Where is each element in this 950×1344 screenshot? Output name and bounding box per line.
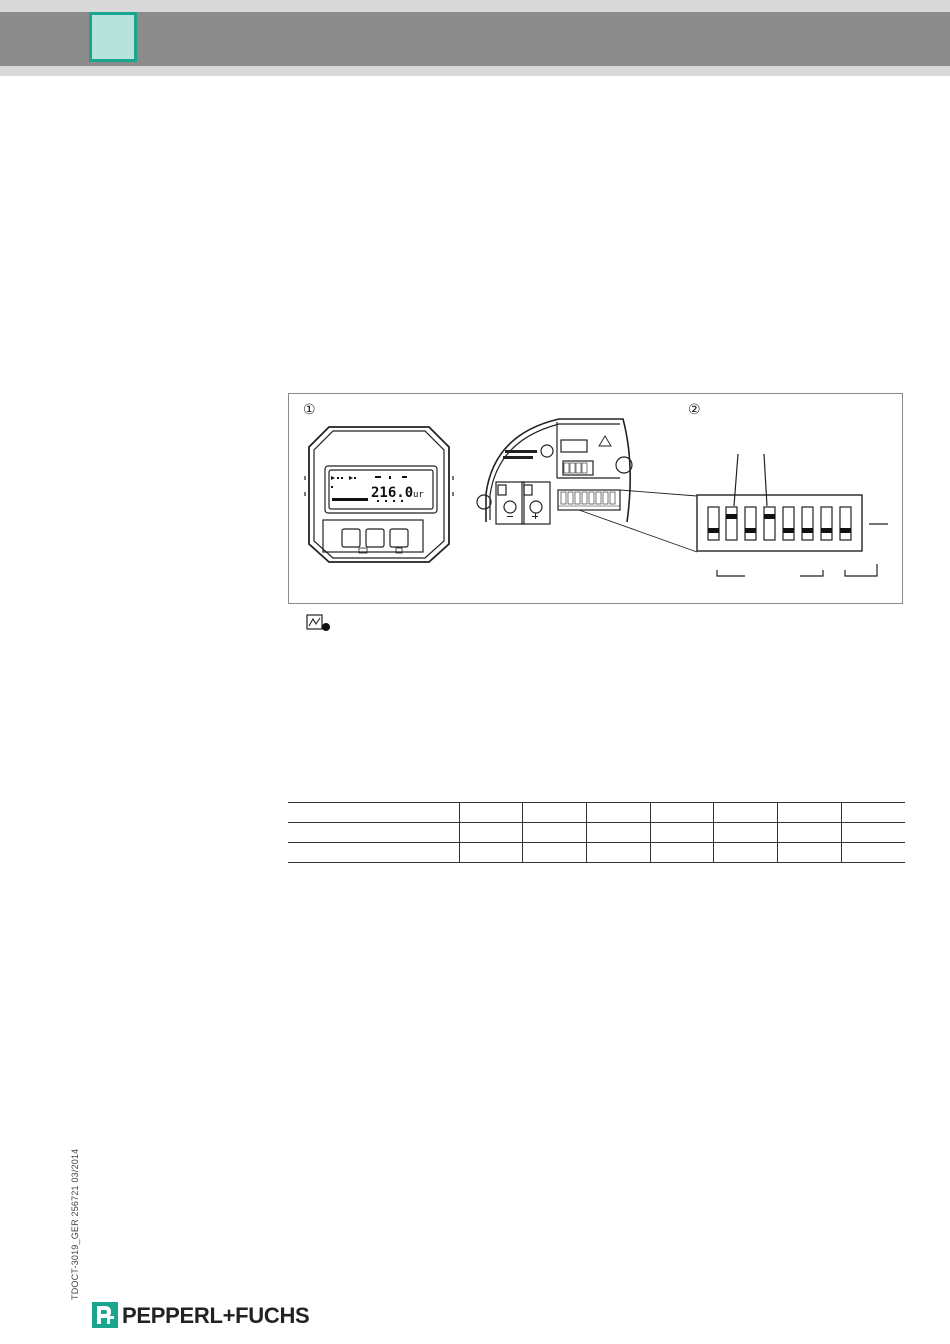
settings-table xyxy=(288,802,905,863)
table-cell xyxy=(778,843,842,863)
table-cell xyxy=(523,803,587,823)
insert-details xyxy=(503,450,538,519)
document-id: TDOCT-3019_GER 256721 03/2014 xyxy=(70,1148,80,1300)
table-cell xyxy=(586,843,650,863)
device-illustration xyxy=(289,394,904,605)
figure-marker-1: ① xyxy=(303,402,316,418)
pepperl-fuchs-logo-icon xyxy=(92,1302,118,1328)
table-cell xyxy=(288,823,459,843)
image-reference-icon xyxy=(306,614,332,632)
header-top-strip xyxy=(0,0,950,12)
table-cell xyxy=(523,843,587,863)
dip-switch-zoom xyxy=(697,454,888,576)
dip-switch-levers xyxy=(708,514,851,533)
table-cell xyxy=(288,803,459,823)
table-row xyxy=(288,823,905,843)
table-cell xyxy=(650,803,714,823)
table-cell xyxy=(288,843,459,863)
header-bar xyxy=(0,12,950,66)
table-cell xyxy=(714,803,778,823)
table-cell xyxy=(714,843,778,863)
table-cell xyxy=(459,803,523,823)
table-cell xyxy=(459,843,523,863)
chapter-tab xyxy=(89,12,137,62)
display-unit: ur xyxy=(413,490,424,500)
table-cell xyxy=(650,823,714,843)
table-cell xyxy=(714,823,778,843)
table-cell xyxy=(778,823,842,843)
header-bottom-strip xyxy=(0,66,950,76)
table-cell xyxy=(523,823,587,843)
table-cell xyxy=(650,843,714,863)
table-row xyxy=(288,803,905,823)
table-cell xyxy=(841,843,905,863)
brand-name: PEPPERL+FUCHS xyxy=(122,1303,310,1328)
table-cell xyxy=(841,803,905,823)
table-row xyxy=(288,843,905,863)
table-cell xyxy=(778,803,842,823)
table-cell xyxy=(586,803,650,823)
figure-frame xyxy=(288,393,903,604)
zoom-callout-lines xyxy=(579,490,697,552)
electronic-insert xyxy=(477,419,632,524)
figure-marker-2: ② xyxy=(688,402,701,418)
table-cell xyxy=(586,823,650,843)
table-cell xyxy=(841,823,905,843)
display-reading: 216.0 xyxy=(371,485,414,501)
table-cell xyxy=(459,823,523,843)
